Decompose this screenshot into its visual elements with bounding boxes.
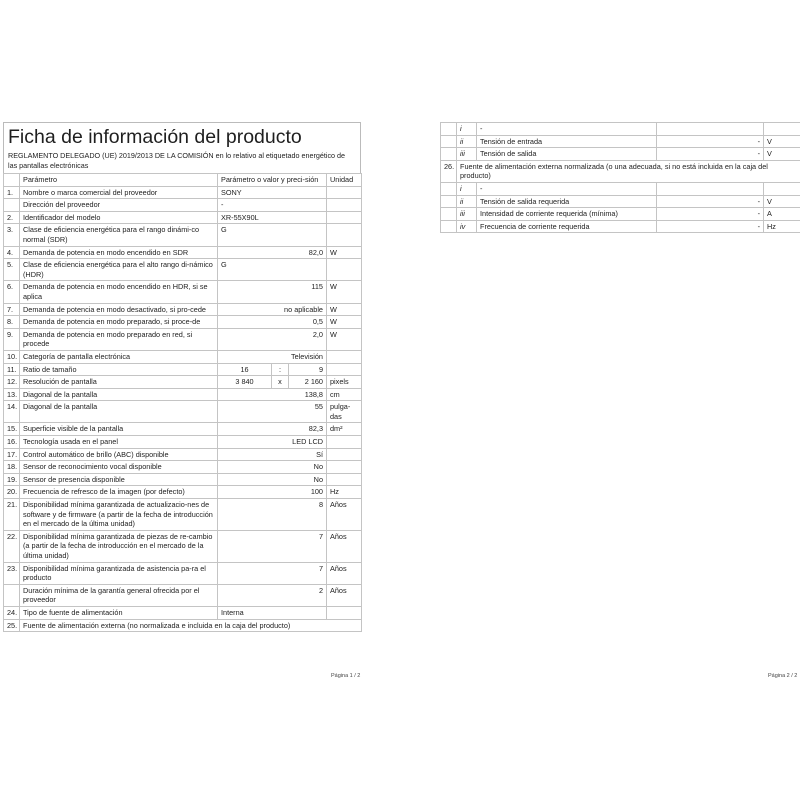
row-unit — [327, 211, 362, 224]
row-number: 21. — [4, 499, 20, 531]
row-value: Televisión — [218, 350, 327, 363]
table-row — [4, 584, 362, 606]
row-unit: Años — [327, 499, 362, 531]
table-row — [4, 199, 362, 212]
row-unit: Hz — [327, 486, 362, 499]
row-value: 115 — [218, 281, 327, 303]
row-unit: W — [327, 316, 362, 329]
row-label: Demanda de potencia en modo preparado en red, si procede — [20, 328, 218, 350]
table-body — [4, 186, 362, 632]
row-label: Demanda de potencia en modo desactivado, si pro-cede — [20, 303, 218, 316]
roman-numeral: ii — [457, 195, 477, 208]
table-row — [4, 211, 362, 224]
row-number: 15. — [4, 423, 20, 436]
row-label: Categoría de pantalla electrónica — [20, 350, 218, 363]
table-row — [4, 224, 362, 246]
row-label: Demanda de potencia en modo encendido en HDR, si se aplica — [20, 281, 218, 303]
row-label: Tensión de salida — [477, 148, 657, 161]
row-label: Identificador del modelo — [20, 211, 218, 224]
row-unit: Años — [327, 584, 362, 606]
table-row — [4, 499, 362, 531]
row-unit — [327, 448, 362, 461]
row-label: Superficie visible de la pantalla — [20, 423, 218, 436]
table-row — [4, 259, 362, 281]
row-unit — [327, 606, 362, 619]
row-unit — [327, 224, 362, 246]
table-row — [4, 423, 362, 436]
row-number: 18. — [4, 461, 20, 474]
row-value: no aplicable — [218, 303, 327, 316]
row-number: 19. — [4, 473, 20, 486]
row-label: Ratio de tamaño — [20, 363, 218, 376]
row-number: 6. — [4, 281, 20, 303]
row-number: 8. — [4, 316, 20, 329]
row-value: - — [218, 199, 327, 212]
row-unit: V — [764, 148, 800, 161]
row-label: Sensor de reconocimiento vocal disponible — [20, 461, 218, 474]
row-label: Tecnología usada en el panel — [20, 436, 218, 449]
row-unit: pixels — [327, 376, 362, 389]
row-number: 22. — [4, 530, 20, 562]
roman-numeral: iv — [457, 220, 477, 233]
row-value: 82,3 — [218, 423, 327, 436]
row-unit — [327, 199, 362, 212]
row-value: LED LCD — [218, 436, 327, 449]
table-row — [4, 350, 362, 363]
product-info-table — [3, 173, 362, 632]
row-value: - — [657, 220, 764, 233]
roman-numeral: iii — [457, 208, 477, 221]
row-unit: Años — [327, 562, 362, 584]
row-number: 24. — [4, 606, 20, 619]
row-label: Diagonal de la pantalla — [20, 388, 218, 401]
row-value: Sí — [218, 448, 327, 461]
page-1 — [3, 122, 361, 632]
row-number: 1. — [4, 186, 20, 199]
row-label: Sensor de presencia disponible — [20, 473, 218, 486]
row-value: G — [218, 224, 327, 246]
row-label: Clase de eficiencia energética para el rango dinámi-co normal (SDR) — [20, 224, 218, 246]
row-value: G — [218, 259, 327, 281]
row-number: 7. — [4, 303, 20, 316]
sub-row — [441, 182, 800, 195]
table-row — [441, 160, 800, 182]
power-supply-table — [440, 122, 800, 233]
page-2 — [440, 122, 800, 233]
row-number: 2. — [4, 211, 20, 224]
table-row — [4, 461, 362, 474]
header-unit: Unidad — [327, 174, 362, 187]
row-number — [441, 148, 457, 161]
row-label: Tensión de salida requerida — [477, 195, 657, 208]
row-unit: W — [327, 328, 362, 350]
row-unit — [327, 473, 362, 486]
row-value: - — [657, 135, 764, 148]
row-value-b: 2 160 — [289, 376, 327, 389]
table-row — [4, 436, 362, 449]
row-unit: V — [764, 135, 800, 148]
row-label: Clase de eficiencia energética para el alto rango di-námico (HDR) — [20, 259, 218, 281]
sub-row — [441, 208, 800, 221]
row-value — [657, 182, 764, 195]
row-number: 10. — [4, 350, 20, 363]
sub-row — [441, 135, 800, 148]
table-row — [4, 281, 362, 303]
row-value: XR-55X90L — [218, 211, 327, 224]
table-row — [4, 530, 362, 562]
row-label: Frecuencia de refresco de la imagen (por defecto) — [20, 486, 218, 499]
row-label: - — [477, 123, 657, 136]
row-value: 55 — [218, 401, 327, 423]
row-label: Nombre o marca comercial del proveedor — [20, 186, 218, 199]
row-value: 8 — [218, 499, 327, 531]
row-value: 2 — [218, 584, 327, 606]
row-number: 25. — [4, 619, 20, 632]
row-value: Interna — [218, 606, 327, 619]
table-body-2 — [441, 123, 800, 233]
row-value: 7 — [218, 562, 327, 584]
row-unit: pulga-das — [327, 401, 362, 423]
row-number: 20. — [4, 486, 20, 499]
row-unit: W — [327, 246, 362, 259]
row-number: 13. — [4, 388, 20, 401]
table-row — [4, 486, 362, 499]
header-value: Parámetro o valor y preci-sión — [218, 174, 327, 187]
sub-row — [441, 123, 800, 136]
roman-numeral: iii — [457, 148, 477, 161]
row-value: 2,0 — [218, 328, 327, 350]
row-number — [441, 135, 457, 148]
row-number: 14. — [4, 401, 20, 423]
row-label: Fuente de alimentación externa normalizada (o una adecuada, si no está incluida en la caja del producto) — [457, 160, 800, 182]
row-value: 0,5 — [218, 316, 327, 329]
row-unit — [327, 259, 362, 281]
sub-row — [441, 195, 800, 208]
row-value: No — [218, 473, 327, 486]
row-unit — [327, 461, 362, 474]
row-number: 5. — [4, 259, 20, 281]
table-row — [4, 363, 362, 376]
row-value: 100 — [218, 486, 327, 499]
table-row — [4, 246, 362, 259]
row-unit: A — [764, 208, 800, 221]
row-label: Duración mínima de la garantía general ofrecida por el proveedor — [20, 584, 218, 606]
row-number — [441, 195, 457, 208]
row-number — [4, 584, 20, 606]
row-value: 82,0 — [218, 246, 327, 259]
table-row — [4, 328, 362, 350]
row-label: Frecuencia de corriente requerida — [477, 220, 657, 233]
table-row — [4, 448, 362, 461]
table-row — [4, 473, 362, 486]
row-unit — [764, 123, 800, 136]
table-row — [4, 562, 362, 584]
row-value — [657, 123, 764, 136]
row-unit: Años — [327, 530, 362, 562]
row-value-sep: : — [272, 363, 289, 376]
page-footer-2: Página 2 / 2 — [768, 673, 798, 679]
row-unit: V — [764, 195, 800, 208]
row-label: Dirección del proveedor — [20, 199, 218, 212]
row-number: 23. — [4, 562, 20, 584]
table-row — [4, 376, 362, 389]
row-label: Control automático de brillo (ABC) disponible — [20, 448, 218, 461]
row-unit — [327, 186, 362, 199]
sub-row — [441, 148, 800, 161]
table-row — [4, 401, 362, 423]
row-label: Demanda de potencia en modo encendido en SDR — [20, 246, 218, 259]
row-value-b: 9 — [289, 363, 327, 376]
row-number: 12. — [4, 376, 20, 389]
row-value: SONY — [218, 186, 327, 199]
table-row — [4, 186, 362, 199]
row-value: No — [218, 461, 327, 474]
row-unit: W — [327, 281, 362, 303]
regulation-subtitle: REGLAMENTO DELEGADO (UE) 2019/2013 DE LA COMISIÓN en lo relativo al etiquetado energético de las pantallas electrónicas — [3, 150, 361, 173]
row-unit — [327, 350, 362, 363]
row-number: 9. — [4, 328, 20, 350]
row-label: Resolución de pantalla — [20, 376, 218, 389]
row-unit: dm² — [327, 423, 362, 436]
page-footer-1: Página 1 / 2 — [331, 673, 361, 679]
row-number: 3. — [4, 224, 20, 246]
row-unit — [327, 363, 362, 376]
row-number — [441, 182, 457, 195]
row-value: 7 — [218, 530, 327, 562]
row-number — [441, 220, 457, 233]
row-label: Fuente de alimentación externa (no normalizada e incluida en la caja del producto) — [20, 619, 362, 632]
row-label: Demanda de potencia en modo preparado, si proce-de — [20, 316, 218, 329]
row-label: Diagonal de la pantalla — [20, 401, 218, 423]
row-value-a: 3 840 — [218, 376, 272, 389]
document-title: Ficha de información del producto — [3, 122, 361, 150]
roman-numeral: i — [457, 182, 477, 195]
table-row — [4, 619, 362, 632]
table-row — [4, 316, 362, 329]
row-unit: Hz — [764, 220, 800, 233]
row-number: 17. — [4, 448, 20, 461]
row-number — [441, 208, 457, 221]
table-row — [4, 606, 362, 619]
row-unit: W — [327, 303, 362, 316]
row-value-a: 16 — [218, 363, 272, 376]
roman-numeral: ii — [457, 135, 477, 148]
row-unit: cm — [327, 388, 362, 401]
row-unit — [327, 436, 362, 449]
row-number: 11. — [4, 363, 20, 376]
row-number — [441, 123, 457, 136]
row-label: Tipo de fuente de alimentación — [20, 606, 218, 619]
row-number — [4, 199, 20, 212]
row-value-sep: x — [272, 376, 289, 389]
header-parameter: Parámetro — [20, 174, 218, 187]
row-number: 16. — [4, 436, 20, 449]
row-number: 26. — [441, 160, 457, 182]
row-label: Disponibilidad mínima garantizada de actualizacio-nes de software y de firmware (a partir de la fecha de introducción en el mercado de la última unidad) — [20, 499, 218, 531]
table-row — [4, 388, 362, 401]
row-label: - — [477, 182, 657, 195]
row-value: - — [657, 195, 764, 208]
row-unit — [764, 182, 800, 195]
table-row — [4, 303, 362, 316]
sub-row — [441, 220, 800, 233]
table-header-row — [4, 174, 362, 187]
row-number: 4. — [4, 246, 20, 259]
row-value: - — [657, 148, 764, 161]
row-value: 138,8 — [218, 388, 327, 401]
row-label: Intensidad de corriente requerida (mínima) — [477, 208, 657, 221]
header-num — [4, 174, 20, 187]
row-label: Tensión de entrada — [477, 135, 657, 148]
roman-numeral: i — [457, 123, 477, 136]
row-label: Disponibilidad mínima garantizada de piezas de re-cambio (a partir de la fecha de introducción en el mercado de la última unidad) — [20, 530, 218, 562]
row-value: - — [657, 208, 764, 221]
row-label: Disponibilidad mínima garantizada de asistencia pa-ra el producto — [20, 562, 218, 584]
